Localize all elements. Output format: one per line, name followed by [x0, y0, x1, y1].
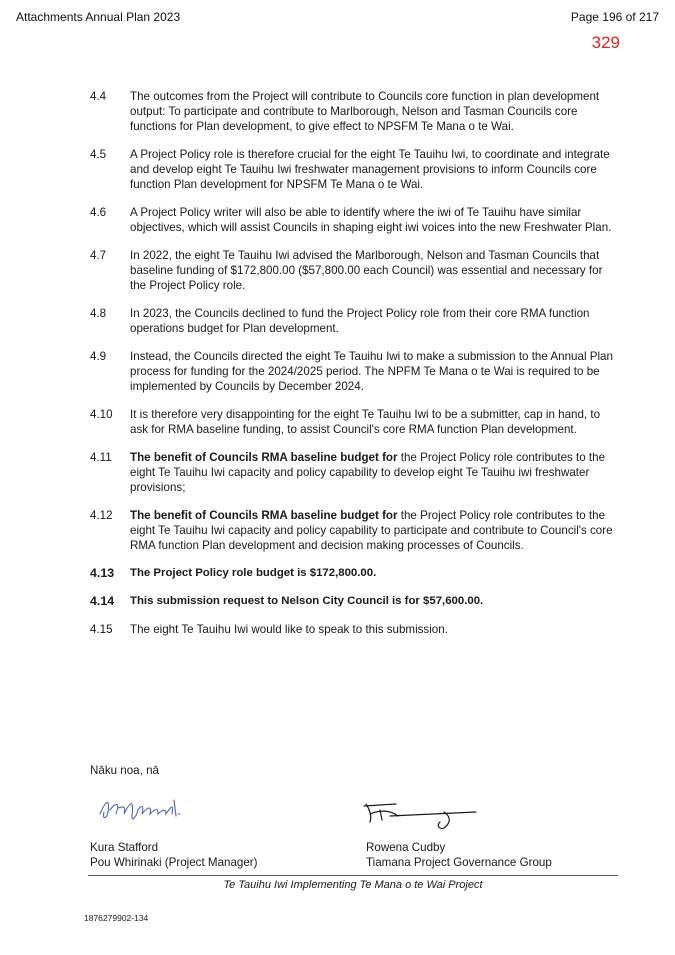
numbered-paragraphs [90, 89, 620, 650]
paragraph-text: This submission request to Nelson City Council is for $57,600.00. [130, 595, 484, 607]
signatory-title: Tiamana Project Governance Group [366, 856, 552, 869]
footer-divider [88, 875, 618, 876]
paragraph-text: The outcomes from the Project will contribute to Councils core function in plan development output: To participate and contribute to Marlborough, Nelson and Tasman Councils core functions for Plan development, to give effect to NPSFM Te Mana o te Wai. [130, 90, 600, 133]
paragraph-text [130, 508, 620, 553]
signatory-left [90, 840, 258, 870]
paragraph-4-5 [90, 147, 620, 192]
paragraph-number: 4.12 [90, 509, 113, 522]
signatory-title: Pou Whirinaki (Project Manager) [90, 856, 258, 869]
paragraph-4-12 [90, 508, 620, 553]
footer-title: Te Tauihu Iwi Implementing Te Mana o te Wai Project [223, 879, 483, 891]
paragraph-number: 4.13 [90, 566, 115, 580]
paragraph-number: 4.5 [90, 148, 107, 161]
paragraph-4-10 [90, 407, 620, 437]
paragraph-4-9 [90, 349, 620, 394]
paragraph-4-8 [90, 306, 620, 336]
paragraph-bold-lead: The benefit of Councils RMA baseline budget for [130, 509, 398, 522]
paragraph-4-6 [90, 205, 620, 235]
paragraph-4-4 [90, 89, 620, 134]
paragraph-text: A Project Policy writer will also be able to identify where the iwi of Te Tauihu have similar objectives, which will assist Councils in shaping eight iwi voices into the new Freshwater Plan. [130, 206, 612, 234]
signatory-right [366, 840, 552, 870]
paragraph-rest: the Project Policy role contributes to the eight Te Tauihu Iwi capacity and policy capability to participate and contribute to Council's core RMA function Plan development and decision making processes of Councils. [130, 509, 613, 552]
page-stamp: 329 [591, 33, 620, 52]
paragraph-number: 4.8 [90, 307, 107, 320]
signature-rowena-cudby [360, 800, 480, 832]
paragraph-number: 4.11 [90, 451, 112, 464]
paragraph-number: 4.10 [90, 408, 113, 421]
page-counter: Page 196 of 217 [570, 10, 659, 24]
paragraph-text: The Project Policy role budget is $172,800.00. [130, 567, 377, 579]
paragraph-number: 4.9 [90, 350, 107, 363]
paragraph-number: 4.6 [90, 206, 107, 219]
paragraph-4-13 [90, 566, 620, 581]
signatory-name: Kura Stafford [90, 841, 159, 854]
paragraph-rest: the Project Policy role contributes to the eight Te Tauihu Iwi capacity and policy capability to develop eight Te Tauihu iwi freshwater provisions; [130, 451, 606, 494]
paragraph-text: In 2023, the Councils declined to fund the Project Policy role from their core RMA function operations budget for Plan development. [130, 307, 590, 335]
paragraph-text: Instead, the Councils directed the eight Te Tauihu Iwi to make a submission to the Annual Plan process for funding for the 2024/2025 period. The NPFM Te Mana o te Wai is required to be implemented by Councils by December 2024. [130, 350, 613, 393]
closing-salutation: Nāku noa, nā [90, 764, 159, 777]
paragraph-4-11 [90, 450, 620, 495]
attachment-header: Attachments Annual Plan 2023 [16, 10, 181, 24]
paragraph-text: A Project Policy role is therefore crucial for the eight Te Tauihu Iwi, to coordinate and integrate and develop eight Te Tauihu Iwi freshwater management provisions to inform Councils core function Plan development for NPSFM Te Mana o te Wai. [130, 148, 610, 191]
paragraph-bold-lead: The benefit of Councils RMA baseline budget for [130, 451, 398, 464]
document-id: 1876279902-134 [84, 913, 149, 923]
paragraph-text: The eight Te Tauihu Iwi would like to speak to this submission. [130, 623, 448, 636]
signature-kura-stafford [96, 792, 196, 826]
paragraph-number: 4.15 [90, 623, 113, 636]
paragraph-4-15 [90, 622, 620, 637]
paragraph-number: 4.4 [90, 90, 107, 103]
paragraph-text [130, 450, 620, 495]
paragraph-4-14 [90, 594, 620, 609]
paragraph-number: 4.7 [90, 249, 107, 262]
signatory-name: Rowena Cudby [366, 841, 446, 854]
paragraph-4-7 [90, 248, 620, 293]
paragraph-number: 4.14 [90, 594, 115, 608]
paragraph-text: In 2022, the eight Te Tauihu Iwi advised the Marlborough, Nelson and Tasman Councils that baseline funding of $172,800.00 ($57,800.00 each Council) was essential and necessary for the Project Policy role. [130, 249, 603, 292]
paragraph-text: It is therefore very disappointing for the eight Te Tauihu Iwi to be a submitter, cap in hand, to ask for RMA baseline funding, to assist Council's core RMA function Plan development. [130, 408, 601, 436]
